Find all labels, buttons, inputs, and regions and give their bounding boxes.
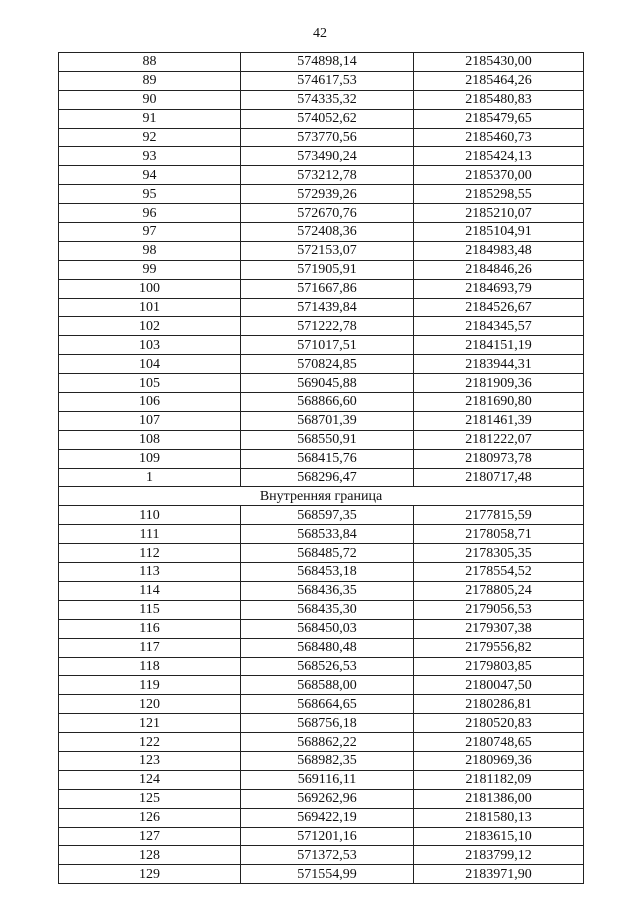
outer-boundary-rows — [59, 53, 584, 487]
x-coordinate-cell: 568701,39 — [241, 411, 414, 430]
point-number-cell: 97 — [59, 223, 241, 242]
x-coordinate-cell: 568862,22 — [241, 733, 414, 752]
x-coordinate-cell: 568533,84 — [241, 525, 414, 544]
y-coordinate-cell: 2177815,59 — [414, 506, 584, 525]
y-coordinate-cell: 2185460,73 — [414, 128, 584, 147]
y-coordinate-cell: 2180973,78 — [414, 449, 584, 468]
table-row — [59, 808, 584, 827]
table-row — [59, 128, 584, 147]
y-coordinate-cell: 2179556,82 — [414, 638, 584, 657]
y-coordinate-cell: 2184983,48 — [414, 241, 584, 260]
x-coordinate-cell: 569045,88 — [241, 374, 414, 393]
x-coordinate-cell: 569262,96 — [241, 789, 414, 808]
x-coordinate-cell: 568485,72 — [241, 544, 414, 563]
point-number-cell: 120 — [59, 695, 241, 714]
point-number-cell: 121 — [59, 714, 241, 733]
y-coordinate-cell: 2183971,90 — [414, 865, 584, 884]
table-row — [59, 185, 584, 204]
x-coordinate-cell: 572670,76 — [241, 204, 414, 223]
y-coordinate-cell: 2181461,39 — [414, 411, 584, 430]
point-number-cell: 124 — [59, 770, 241, 789]
point-number-cell: 122 — [59, 733, 241, 752]
point-number-cell: 129 — [59, 865, 241, 884]
table-row — [59, 223, 584, 242]
table-row — [59, 846, 584, 865]
y-coordinate-cell: 2178305,35 — [414, 544, 584, 563]
x-coordinate-cell: 571905,91 — [241, 260, 414, 279]
x-coordinate-cell: 571439,84 — [241, 298, 414, 317]
x-coordinate-cell: 573490,24 — [241, 147, 414, 166]
y-coordinate-cell: 2181909,36 — [414, 374, 584, 393]
point-number-cell: 101 — [59, 298, 241, 317]
point-number-cell: 89 — [59, 71, 241, 90]
table-row — [59, 430, 584, 449]
table-row — [59, 355, 584, 374]
point-number-cell: 127 — [59, 827, 241, 846]
table-row — [59, 279, 584, 298]
page-number: 42 — [313, 26, 327, 41]
y-coordinate-cell: 2185480,83 — [414, 90, 584, 109]
y-coordinate-cell: 2181182,09 — [414, 770, 584, 789]
table-row — [59, 109, 584, 128]
y-coordinate-cell: 2180717,48 — [414, 468, 584, 487]
y-coordinate-cell: 2180969,36 — [414, 751, 584, 770]
x-coordinate-cell: 568415,76 — [241, 449, 414, 468]
x-coordinate-cell: 568480,48 — [241, 638, 414, 657]
y-coordinate-cell: 2183944,31 — [414, 355, 584, 374]
y-coordinate-cell: 2183615,10 — [414, 827, 584, 846]
y-coordinate-cell: 2185479,65 — [414, 109, 584, 128]
table-row — [59, 317, 584, 336]
y-coordinate-cell: 2180748,65 — [414, 733, 584, 752]
point-number-cell: 88 — [59, 53, 241, 72]
y-coordinate-cell: 2184693,79 — [414, 279, 584, 298]
point-number-cell: 113 — [59, 563, 241, 582]
table-row — [59, 600, 584, 619]
x-coordinate-cell: 568756,18 — [241, 714, 414, 733]
section-title: Внутренняя граница — [59, 487, 584, 506]
table-row — [59, 204, 584, 223]
point-number-cell: 98 — [59, 241, 241, 260]
point-number-cell: 96 — [59, 204, 241, 223]
x-coordinate-cell: 569116,11 — [241, 770, 414, 789]
table-row — [59, 676, 584, 695]
table-row — [59, 827, 584, 846]
y-coordinate-cell: 2181386,00 — [414, 789, 584, 808]
x-coordinate-cell: 568453,18 — [241, 563, 414, 582]
x-coordinate-cell: 568982,35 — [241, 751, 414, 770]
table-row — [59, 619, 584, 638]
table-row — [59, 714, 584, 733]
inner-boundary-rows — [59, 506, 584, 884]
x-coordinate-cell: 568866,60 — [241, 393, 414, 412]
coordinates-table — [58, 52, 584, 884]
point-number-cell: 107 — [59, 411, 241, 430]
y-coordinate-cell: 2181580,13 — [414, 808, 584, 827]
x-coordinate-cell: 568450,03 — [241, 619, 414, 638]
x-coordinate-cell: 568550,91 — [241, 430, 414, 449]
y-coordinate-cell: 2185298,55 — [414, 185, 584, 204]
table-row — [59, 865, 584, 884]
x-coordinate-cell: 574052,62 — [241, 109, 414, 128]
point-number-cell: 91 — [59, 109, 241, 128]
point-number-cell: 119 — [59, 676, 241, 695]
table-row — [59, 638, 584, 657]
y-coordinate-cell: 2185464,26 — [414, 71, 584, 90]
y-coordinate-cell: 2181690,80 — [414, 393, 584, 412]
table-row — [59, 506, 584, 525]
y-coordinate-cell: 2185430,00 — [414, 53, 584, 72]
point-number-cell: 93 — [59, 147, 241, 166]
y-coordinate-cell: 2184846,26 — [414, 260, 584, 279]
table-row — [59, 695, 584, 714]
y-coordinate-cell: 2180286,81 — [414, 695, 584, 714]
y-coordinate-cell: 2178554,52 — [414, 563, 584, 582]
point-number-cell: 104 — [59, 355, 241, 374]
y-coordinate-cell: 2180047,50 — [414, 676, 584, 695]
x-coordinate-cell: 572939,26 — [241, 185, 414, 204]
table-row — [59, 563, 584, 582]
x-coordinate-cell: 568526,53 — [241, 657, 414, 676]
table-row — [59, 147, 584, 166]
y-coordinate-cell: 2180520,83 — [414, 714, 584, 733]
table-row — [59, 260, 584, 279]
point-number-cell: 105 — [59, 374, 241, 393]
point-number-cell: 95 — [59, 185, 241, 204]
y-coordinate-cell: 2185104,91 — [414, 223, 584, 242]
table-row — [59, 298, 584, 317]
point-number-cell: 92 — [59, 128, 241, 147]
x-coordinate-cell: 571554,99 — [241, 865, 414, 884]
point-number-cell: 106 — [59, 393, 241, 412]
x-coordinate-cell: 572408,36 — [241, 223, 414, 242]
y-coordinate-cell: 2178058,71 — [414, 525, 584, 544]
point-number-cell: 94 — [59, 166, 241, 185]
table-row — [59, 751, 584, 770]
point-number-cell: 117 — [59, 638, 241, 657]
x-coordinate-cell: 573212,78 — [241, 166, 414, 185]
table-row — [59, 53, 584, 72]
y-coordinate-cell: 2179803,85 — [414, 657, 584, 676]
x-coordinate-cell: 571372,53 — [241, 846, 414, 865]
y-coordinate-cell: 2181222,07 — [414, 430, 584, 449]
point-number-cell: 1 — [59, 468, 241, 487]
point-number-cell: 128 — [59, 846, 241, 865]
x-coordinate-cell: 570824,85 — [241, 355, 414, 374]
point-number-cell: 111 — [59, 525, 241, 544]
table-row — [59, 525, 584, 544]
x-coordinate-cell: 568435,30 — [241, 600, 414, 619]
point-number-cell: 118 — [59, 657, 241, 676]
x-coordinate-cell: 568296,47 — [241, 468, 414, 487]
table-row — [59, 336, 584, 355]
section-header — [59, 487, 584, 506]
y-coordinate-cell: 2184526,67 — [414, 298, 584, 317]
table-row — [59, 733, 584, 752]
point-number-cell: 112 — [59, 544, 241, 563]
y-coordinate-cell: 2185210,07 — [414, 204, 584, 223]
y-coordinate-cell: 2178805,24 — [414, 581, 584, 600]
y-coordinate-cell: 2179056,53 — [414, 600, 584, 619]
table-row — [59, 789, 584, 808]
point-number-cell: 100 — [59, 279, 241, 298]
table-row — [59, 657, 584, 676]
x-coordinate-cell: 568597,35 — [241, 506, 414, 525]
x-coordinate-cell: 569422,19 — [241, 808, 414, 827]
y-coordinate-cell: 2185424,13 — [414, 147, 584, 166]
point-number-cell: 99 — [59, 260, 241, 279]
x-coordinate-cell: 571017,51 — [241, 336, 414, 355]
x-coordinate-cell: 574617,53 — [241, 71, 414, 90]
table-row — [59, 770, 584, 789]
y-coordinate-cell: 2184345,57 — [414, 317, 584, 336]
table-row — [59, 468, 584, 487]
table-row — [59, 374, 584, 393]
table-row — [59, 241, 584, 260]
x-coordinate-cell: 573770,56 — [241, 128, 414, 147]
point-number-cell: 108 — [59, 430, 241, 449]
x-coordinate-cell: 568588,00 — [241, 676, 414, 695]
table-row — [59, 411, 584, 430]
point-number-cell: 102 — [59, 317, 241, 336]
point-number-cell: 109 — [59, 449, 241, 468]
table-row — [59, 166, 584, 185]
x-coordinate-cell: 571222,78 — [241, 317, 414, 336]
section-row — [59, 487, 584, 506]
point-number-cell: 125 — [59, 789, 241, 808]
point-number-cell: 90 — [59, 90, 241, 109]
point-number-cell: 123 — [59, 751, 241, 770]
y-coordinate-cell: 2179307,38 — [414, 619, 584, 638]
table-row — [59, 544, 584, 563]
point-number-cell: 126 — [59, 808, 241, 827]
point-number-cell: 116 — [59, 619, 241, 638]
table-row — [59, 90, 584, 109]
table-row — [59, 449, 584, 468]
point-number-cell: 103 — [59, 336, 241, 355]
x-coordinate-cell: 574898,14 — [241, 53, 414, 72]
point-number-cell: 110 — [59, 506, 241, 525]
y-coordinate-cell: 2183799,12 — [414, 846, 584, 865]
table-row — [59, 581, 584, 600]
x-coordinate-cell: 568436,35 — [241, 581, 414, 600]
x-coordinate-cell: 571201,16 — [241, 827, 414, 846]
x-coordinate-cell: 574335,32 — [241, 90, 414, 109]
table-row — [59, 71, 584, 90]
table-row — [59, 393, 584, 412]
y-coordinate-cell: 2184151,19 — [414, 336, 584, 355]
x-coordinate-cell: 568664,65 — [241, 695, 414, 714]
point-number-cell: 114 — [59, 581, 241, 600]
x-coordinate-cell: 571667,86 — [241, 279, 414, 298]
point-number-cell: 115 — [59, 600, 241, 619]
y-coordinate-cell: 2185370,00 — [414, 166, 584, 185]
x-coordinate-cell: 572153,07 — [241, 241, 414, 260]
